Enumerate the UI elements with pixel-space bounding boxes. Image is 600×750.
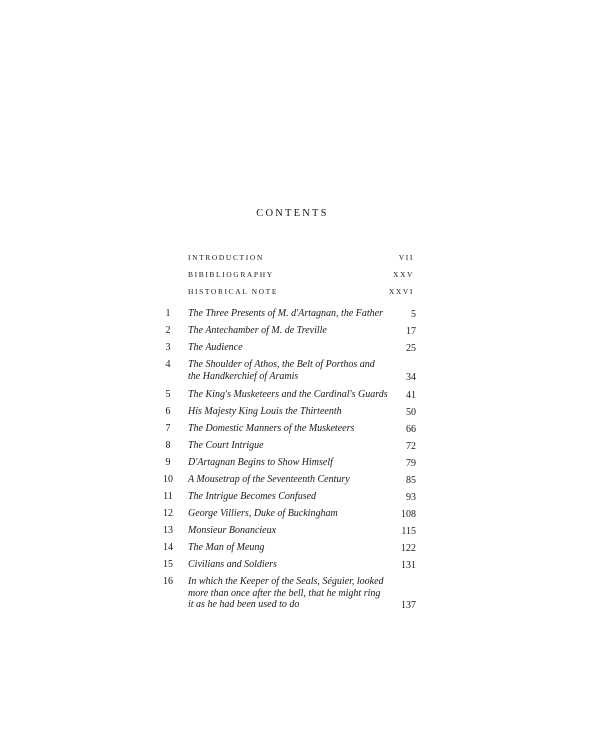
contents-heading: CONTENTS	[256, 208, 329, 219]
chapter-number: 5	[165, 389, 171, 400]
chapter-number: 9	[165, 457, 171, 468]
chapter-number: 15	[163, 559, 173, 570]
chapter-title: D'Artagnan Begins to Show Himself	[188, 457, 333, 468]
chapter-number: 4	[165, 359, 171, 370]
chapter-title: Monsieur Bonancieux	[188, 525, 277, 536]
chapter-title: The Three Presents of M. d'Artagnan, the Father	[188, 308, 383, 319]
chapter-number: 12	[163, 508, 173, 519]
chapter-title: George Villiers, Duke of Buckingham	[188, 508, 338, 519]
chapter-number: 8	[165, 440, 171, 451]
front-matter-label: INTRODUCTION	[188, 253, 264, 262]
chapter-title: A Mousetrap of the Seventeenth Century	[188, 474, 350, 485]
chapter-page: 17	[406, 326, 416, 337]
chapter-page: 5	[411, 309, 416, 320]
front-matter-label: HISTORICAL NOTE	[188, 287, 279, 296]
front-matter-page: XXV	[392, 270, 414, 279]
chapter-number: 16	[163, 576, 173, 587]
chapter-title: His Majesty King Louis the Thirteenth	[188, 406, 342, 417]
chapter-page: 25	[406, 343, 416, 354]
chapter-page: 79	[406, 458, 416, 469]
chapter-number: 10	[163, 474, 173, 485]
chapter-page: 72	[406, 441, 416, 452]
chapter-page: 34	[406, 372, 416, 383]
chapter-page: 108	[401, 509, 416, 520]
chapter-title: The Audience	[188, 342, 243, 353]
chapter-page: 131	[401, 560, 416, 571]
chapter-number: 11	[163, 491, 173, 502]
chapter-title: The Antechamber of M. de Treville	[188, 325, 327, 336]
chapter-title: The King's Musketeers and the Cardinal's Guards	[188, 389, 388, 400]
front-matter-label: BIBIBLIOGRAPHY	[188, 270, 274, 279]
chapter-title: The Man of Meung	[188, 542, 265, 553]
front-matter-page: VII	[398, 253, 414, 262]
chapter-page: 137	[401, 600, 416, 611]
chapter-number: 13	[163, 525, 173, 536]
chapter-number: 14	[163, 542, 173, 553]
chapter-number: 7	[165, 423, 171, 434]
chapter-page: 66	[406, 424, 416, 435]
chapter-title: In which the Keeper of the Seals, Séguier, looked more than once after the bell, that he might ring it as he had been used to do	[188, 576, 384, 610]
chapter-title: The Shoulder of Athos, the Belt of Porthos and the Handkerchief of Aramis	[188, 359, 375, 382]
chapter-page: 85	[406, 475, 416, 486]
chapter-number: 6	[165, 406, 171, 417]
chapter-page: 93	[406, 492, 416, 503]
chapter-page: 122	[401, 543, 416, 554]
chapter-title: The Intrigue Becomes Confused	[188, 491, 317, 502]
chapter-title: The Domestic Manners of the Musketeers	[188, 423, 355, 434]
chapter-title: Civilians and Soldiers	[188, 559, 277, 570]
front-matter-row	[188, 287, 414, 299]
chapter-number: 2	[165, 325, 171, 336]
chapter-number: 1	[165, 308, 171, 319]
chapter-number: 3	[165, 342, 171, 353]
chapter-page: 50	[406, 407, 416, 418]
front-matter-row	[188, 253, 414, 265]
chapter-title: The Court Intrigue	[188, 440, 264, 451]
chapter-page: 41	[406, 390, 416, 401]
front-matter-row	[188, 270, 414, 282]
front-matter-page: XXVI	[388, 287, 414, 296]
chapter-page: 115	[401, 526, 416, 537]
